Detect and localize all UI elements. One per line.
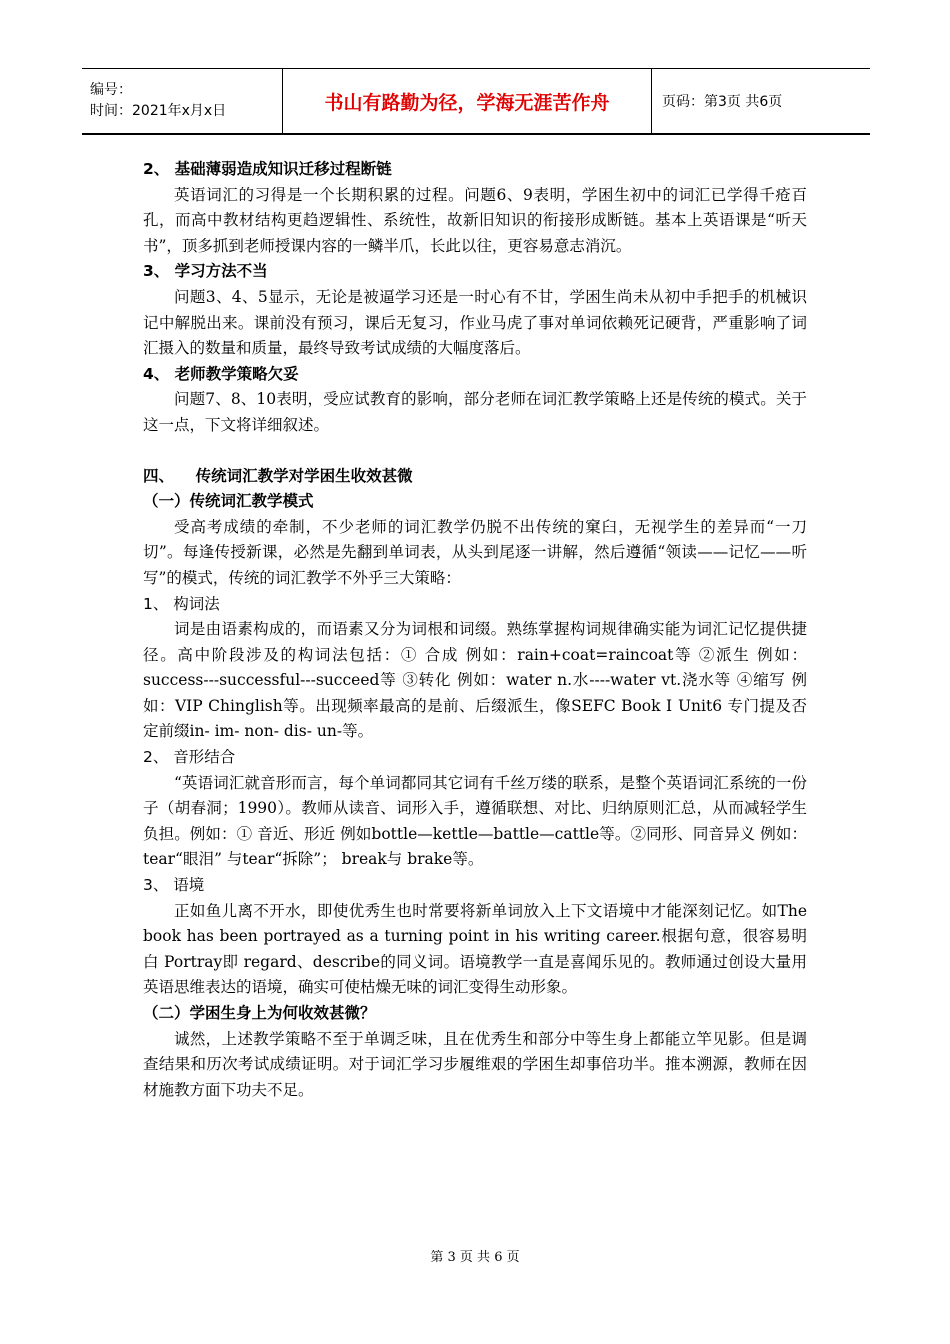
item-1-heading: 1、 构词法 [143,594,220,613]
header-page [652,69,870,133]
heading-4: 4、 老师教学策略欠妥 [143,364,299,383]
paragraph-8: 正如鱼儿离不开水，即使优秀生也时常要将新单词放入上下文语境中才能深刻记忆。如The book has been portrayed as a turning point in his writing career.根据句意，很容易明白 Portray即 regard、describe的同义词。语境教学一直是喜闻乐见的。教师通过创设大量用英语思维表达的语境，确实可使枯燥无味的词汇变得生动形象。 [143,901,807,997]
paragraph-6: 词是由语素构成的，而语素又分为词根和词缀。熟练掌握构词规律确实能为词汇记忆提供捷径。高中阶段涉及的构词法包括：① 合成 例如：rain+coat=raincoat等 ②派生 例如：success---successful---succeed等 ③转化 例如：water n.水----water vt.浇水等 ④缩写 例如：VIP Chinglish等。出现频率最高的是前、后缀派生，像SEFC Book Ⅰ Unit6 专门提及否定前缀in- im- non- dis- un-等。 [143,620,807,741]
paragraph-9: 诚然，上述教学策略不至于单调乏味，且在优秀生和部分中等生身上都能立竿见影。但是调查结果和历次考试成绩证明。对于词汇学习步履维艰的学困生却事倍功半。推本溯源，教师在因材施教方面下功夫不足。 [143,1029,807,1099]
document-body [143,157,807,1103]
header-time-label: 时间：2021年x月x日 [90,103,227,119]
footer-page-number: 第 3 页 共 6 页 [430,1250,520,1265]
heading-2: 2、 基础薄弱造成知识迁移过程断链 [143,160,392,178]
item-2-heading: 2、 音形结合 [143,748,236,767]
subheading-2: （二）学困生身上为何收效甚微？ [143,1004,376,1022]
item-3-heading: 3、 语境 [143,876,205,895]
section-gap [143,439,807,464]
header-motto-text: 书山有路勤为径，学海无涯苦作舟 [324,91,610,114]
header-meta [82,69,282,133]
subheading-1: （一）传统词汇教学模式 [143,492,314,511]
heading-3: 3、 学习方法不当 [143,262,268,281]
header-page-label: 页码：第3页 共6页 [662,94,783,110]
header-motto [282,69,652,133]
page-footer [0,1246,950,1265]
header-number-label: 编号： [90,82,132,98]
paragraph-7: “英语词汇就音形而言，每个单词都同其它词有千丝万缕的联系，是整个英语词汇系统的一份子（胡春洞；1990）。教师从读音、词形入手，遵循联想、对比、归纳原则汇总，从而减轻学生负担。例如：① 音近、形近 例如bottle—kettle—battle—cattle等。②同形、同音异义 例如：tear“眼泪” 与tear“拆除”； break与 brake等。 [143,773,807,869]
paragraph-4: 问题7、8、10表明，受应试教育的影响，部分老师在词汇教学策略上还是传统的模式。关于这一点，下文将详细叙述。 [143,390,807,434]
section-heading-4: 四、 传统词汇教学对学困生收效甚微 [143,466,413,485]
paragraph-2: 英语词汇的习得是一个长期积累的过程。问题6、9表明，学困生初中的词汇已学得千疮百孔，而高中教材结构更趋逻辑性、系统性，故新旧知识的衔接形成断链。基本上英语课是“听天书”，顶多抓到老师授课内容的一鳞半爪，长此以往，更容易意志消沉。 [143,185,807,255]
paragraph-5: 受高考成绩的牵制，不少老师的词汇教学仍脱不出传统的窠臼，无视学生的差异而“一刀切”。每逢传授新课，必然是先翻到单词表，从头到尾逐一讲解，然后遵循“领读——记忆——听写”的模式，传统的词汇教学不外乎三大策略： [143,517,807,587]
paragraph-3: 问题3、4、5显示，无论是被逼学习还是一时心有不甘，学困生尚未从初中手把手的机械识记中解脱出来。课前没有预习，课后无复习，作业马虎了事对单词依赖死记硬背，严重影响了词汇摄入的数量和质量，最终导致考试成绩的大幅度落后。 [143,287,807,358]
page-header [82,68,870,135]
